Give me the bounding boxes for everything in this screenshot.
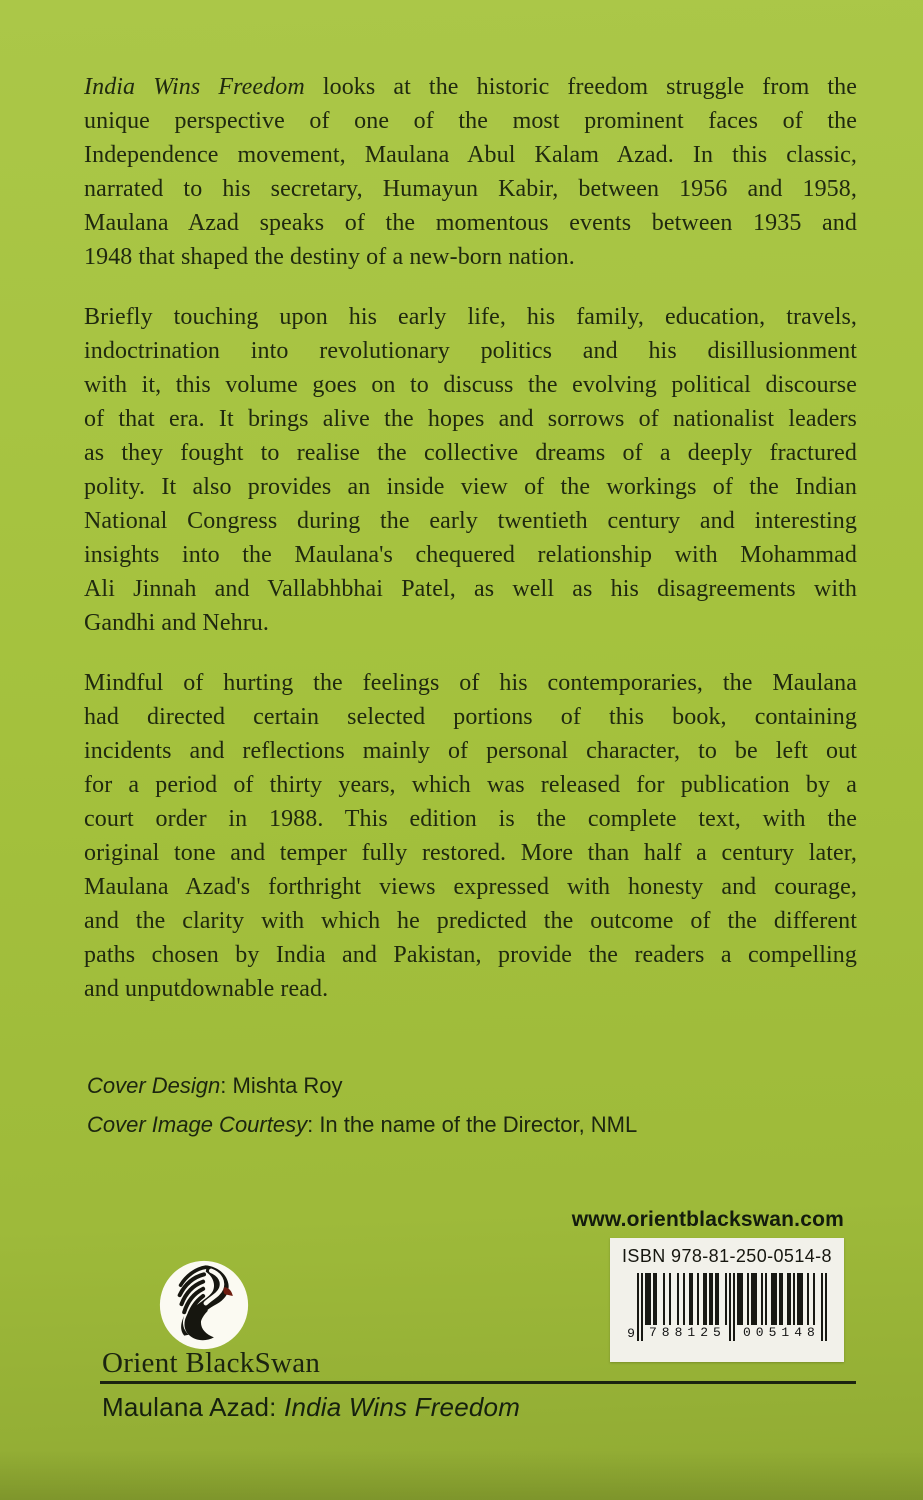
text-line: court order in 1988. This edition is the complete text, with the <box>84 806 857 832</box>
text-line: narrated to his secretary, Humayun Kabir, between 1956 and 1958, <box>84 176 857 202</box>
text-line: Maulana Azad's forthright views expressed with honesty and courage, <box>84 874 857 900</box>
isbn-barcode-box <box>610 1238 844 1362</box>
cover-image-credit <box>87 1105 637 1144</box>
footer-author: Maulana Azad: <box>102 1392 285 1422</box>
barcode-digits-left: 788125 <box>643 1325 727 1341</box>
barcode-digits-right: 005148 <box>737 1325 821 1341</box>
credit-label: Cover Image Courtesy <box>87 1112 308 1137</box>
isbn-number: ISBN 978-81-250-0514-8 <box>622 1246 832 1266</box>
paragraph <box>84 70 857 274</box>
text-line: Gandhi and Nehru. <box>84 610 269 636</box>
divider-rule <box>100 1381 856 1384</box>
footer-title-line <box>102 1392 520 1423</box>
text-line: original tone and temper fully restored. More than half a century later, <box>84 840 857 866</box>
text-line: National Congress during the early twentieth century and interesting <box>84 508 857 534</box>
blackswan-logo <box>159 1260 249 1350</box>
paragraph <box>84 300 857 640</box>
text-line: 1948 that shaped the destiny of a new-born nation. <box>84 244 575 270</box>
credit-value: : Mishta Roy <box>220 1073 343 1098</box>
ean13-barcode <box>627 1273 827 1341</box>
publisher-name: Orient BlackSwan <box>102 1347 321 1379</box>
text-line: India Wins Freedom looks at the historic freedom struggle from the <box>84 74 858 100</box>
text-line: incidents and reflections mainly of personal character, to be left out <box>84 738 857 764</box>
text-line: for a period of thirty years, which was released for publication by a <box>84 772 857 798</box>
barcode-bar <box>825 1273 827 1341</box>
footer-book-title: India Wins Freedom <box>284 1392 521 1422</box>
text-line: paths chosen by India and Pakistan, provide the readers a compelling <box>84 942 857 968</box>
text-line: polity. It also provides an inside view of the workings of the Indian <box>84 474 857 500</box>
text-line: of that era. It brings alive the hopes and sorrows of nationalist leaders <box>84 406 857 432</box>
text-line: with it, this volume goes on to discuss the evolving political discourse <box>84 372 857 398</box>
text-line: Independence movement, Maulana Abul Kalam Azad. In this classic, <box>84 142 857 168</box>
publisher-website: www.orientblackswan.com <box>571 1208 844 1231</box>
text-line: and the clarity with which he predicted the outcome of the different <box>84 908 857 934</box>
paragraph <box>84 666 857 1006</box>
text-line: insights into the Maulana's chequered relationship with Mohammad <box>84 542 857 568</box>
credits <box>87 1066 637 1144</box>
synopsis <box>84 70 857 1032</box>
text-line: Ali Jinnah and Vallabhbhai Patel, as well as his disagreements with <box>84 576 857 602</box>
credit-label: Cover Design <box>87 1073 221 1098</box>
credit-value: : In the name of the Director, NML <box>307 1112 638 1137</box>
text-line: had directed certain selected portions of this book, containing <box>84 704 857 730</box>
text-line: unique perspective of one of the most prominent faces of the <box>84 108 857 134</box>
text-line: Maulana Azad speaks of the momentous events between 1935 and <box>84 210 857 236</box>
cover-design-credit <box>87 1066 637 1105</box>
text-line: and unputdownable read. <box>84 976 329 1002</box>
text-line: as they fought to realise the collective dreams of a deeply fractured <box>84 440 857 466</box>
blackswan-logo-icon <box>159 1260 249 1350</box>
barcode-bars <box>637 1273 827 1341</box>
text-line: Mindful of hurting the feelings of his contemporaries, the Maulana <box>84 670 857 696</box>
barcode-digit-prefix: 9 <box>627 1326 635 1341</box>
text-line: indoctrination into revolutionary politics and his disillusionment <box>84 338 857 364</box>
text-line: Briefly touching upon his early life, his family, education, travels, <box>84 304 857 330</box>
